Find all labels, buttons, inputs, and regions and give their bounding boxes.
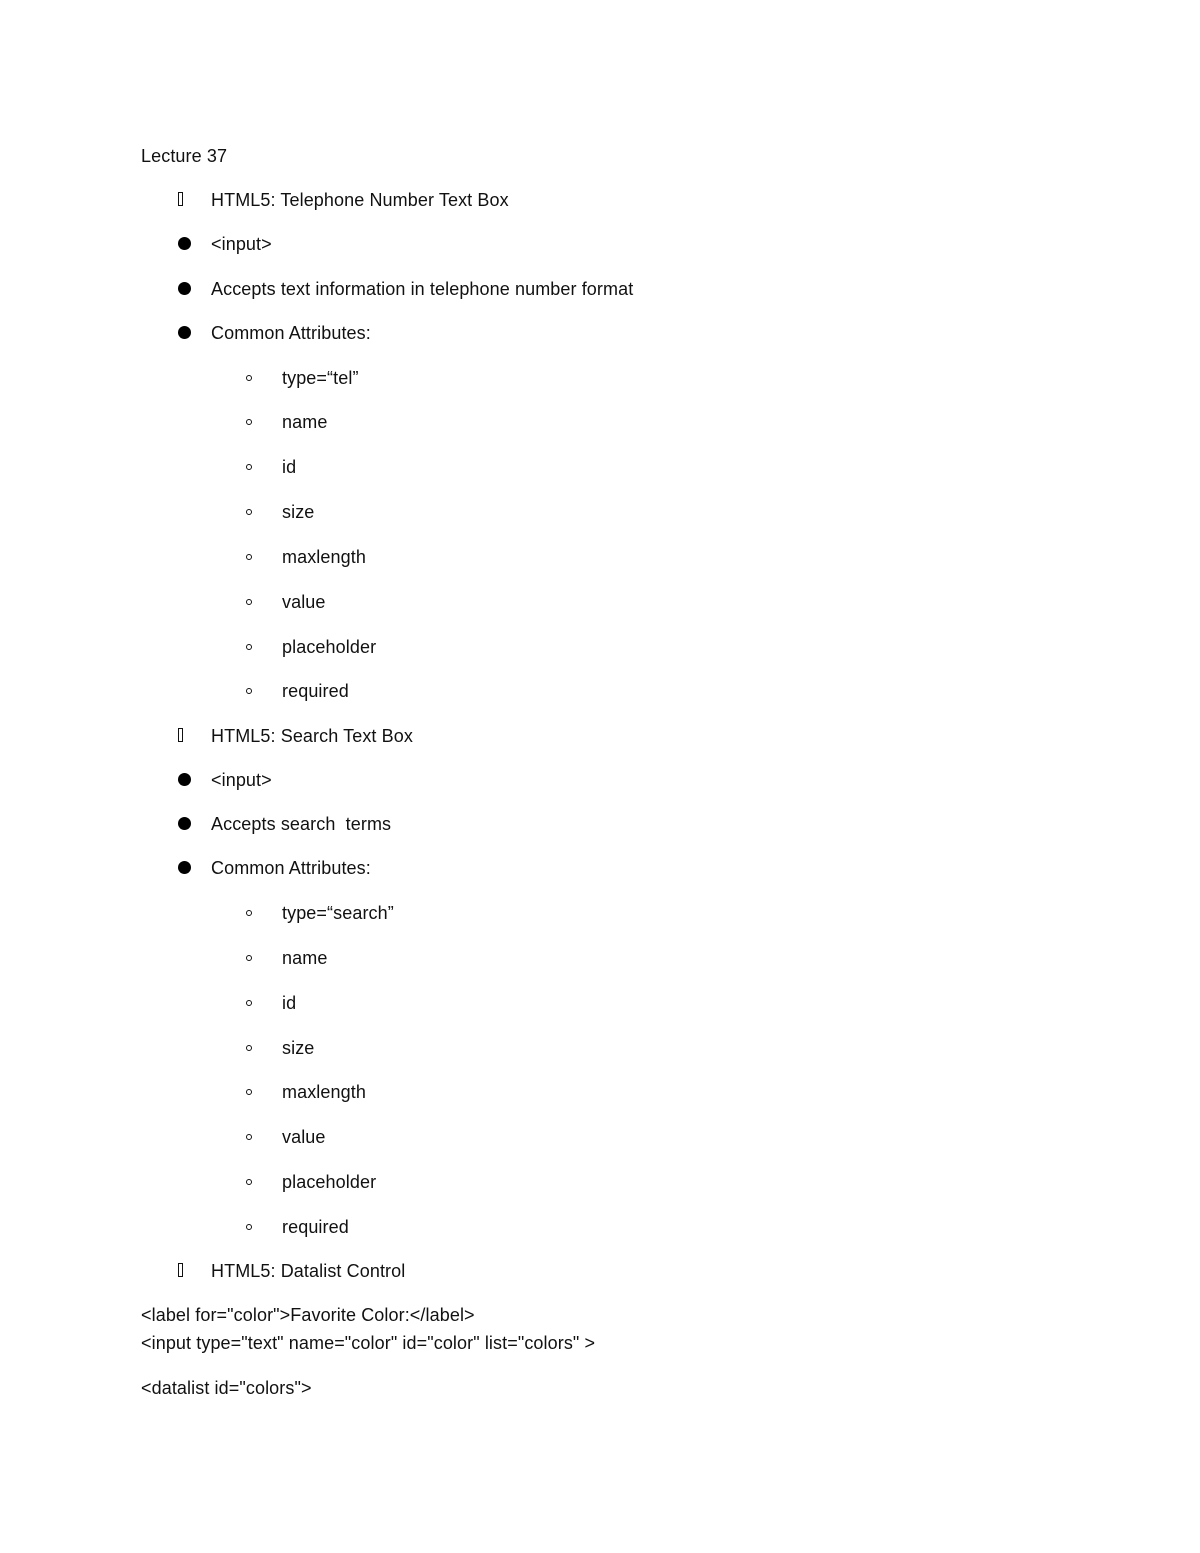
section-heading: HTML5: Datalist Control xyxy=(211,1261,406,1281)
attribute-item: maxlength xyxy=(282,1082,366,1102)
attribute-item: placeholder xyxy=(282,637,377,657)
circle-bullet-icon xyxy=(246,419,252,425)
list-item: Accepts text information in telephone number format xyxy=(211,279,634,299)
circle-bullet-icon xyxy=(246,1134,252,1140)
square-bullet-icon xyxy=(178,728,183,742)
attribute-item: size xyxy=(282,1038,315,1058)
attribute-item: maxlength xyxy=(282,547,366,567)
attribute-item: id xyxy=(282,993,297,1013)
disc-bullet-icon xyxy=(178,773,191,786)
circle-bullet-icon xyxy=(246,955,252,961)
code-line: <label for="color">Favorite Color:</label> xyxy=(141,1305,475,1325)
attribute-item: type=“search” xyxy=(282,903,394,923)
circle-bullet-icon xyxy=(246,1224,252,1230)
square-bullet-icon xyxy=(178,192,183,206)
disc-bullet-icon xyxy=(178,237,191,250)
attribute-item: value xyxy=(282,592,326,612)
circle-bullet-icon xyxy=(246,1179,252,1185)
code-line: <input type="text" name="color" id="color" list="colors" > xyxy=(141,1333,596,1353)
attribute-item: required xyxy=(282,681,349,701)
circle-bullet-icon xyxy=(246,688,252,694)
disc-bullet-icon xyxy=(178,861,191,874)
section-heading: HTML5: Telephone Number Text Box xyxy=(211,190,509,210)
circle-bullet-icon xyxy=(246,375,252,381)
attribute-item: name xyxy=(282,948,328,968)
list-item: Common Attributes: xyxy=(211,858,371,878)
list-item: <input> xyxy=(211,234,272,254)
attribute-item: type=“tel” xyxy=(282,368,359,388)
circle-bullet-icon xyxy=(246,910,252,916)
attribute-item: value xyxy=(282,1127,326,1147)
attribute-item: size xyxy=(282,502,315,522)
circle-bullet-icon xyxy=(246,644,252,650)
attribute-item: id xyxy=(282,457,297,477)
circle-bullet-icon xyxy=(246,464,252,470)
attribute-item: placeholder xyxy=(282,1172,377,1192)
disc-bullet-icon xyxy=(178,326,191,339)
circle-bullet-icon xyxy=(246,599,252,605)
code-line: <datalist id="colors"> xyxy=(141,1378,312,1398)
disc-bullet-icon xyxy=(178,282,191,295)
circle-bullet-icon xyxy=(246,554,252,560)
list-item: Common Attributes: xyxy=(211,323,371,343)
disc-bullet-icon xyxy=(178,817,191,830)
circle-bullet-icon xyxy=(246,1089,252,1095)
attribute-item: required xyxy=(282,1217,349,1237)
page-title: Lecture 37 xyxy=(141,146,228,166)
square-bullet-icon xyxy=(178,1263,183,1277)
circle-bullet-icon xyxy=(246,509,252,515)
list-item: Accepts search terms xyxy=(211,814,392,834)
attribute-item: name xyxy=(282,412,328,432)
circle-bullet-icon xyxy=(246,1000,252,1006)
list-item: <input> xyxy=(211,770,272,790)
section-heading: HTML5: Search Text Box xyxy=(211,726,413,746)
circle-bullet-icon xyxy=(246,1045,252,1051)
